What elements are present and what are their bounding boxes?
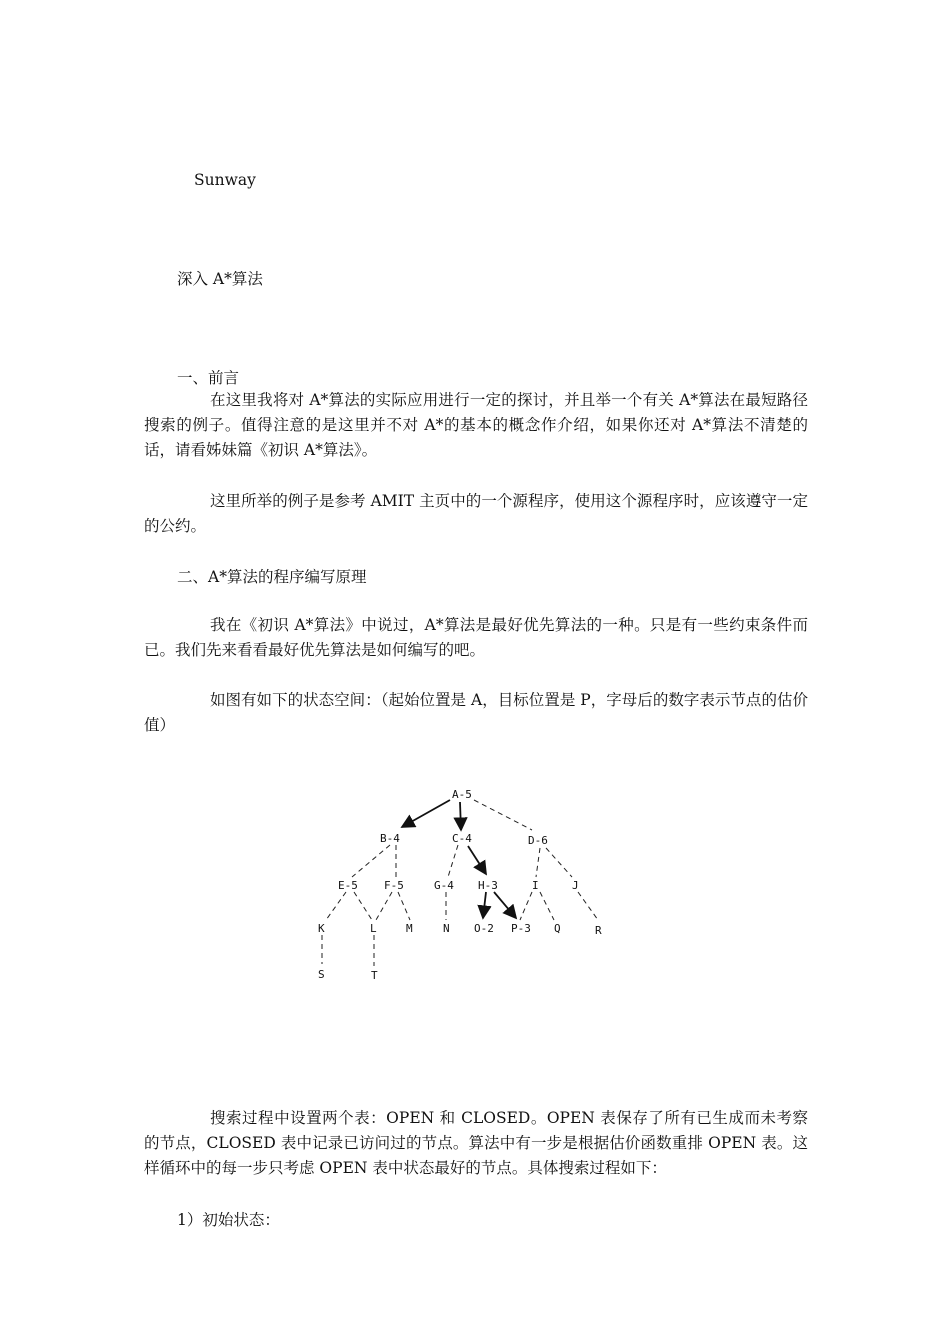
node-r: R (595, 924, 602, 937)
node-n: N (443, 922, 450, 935)
node-d: D-6 (528, 834, 548, 847)
node-c: C-4 (452, 832, 472, 845)
edge-f-l (376, 892, 392, 920)
author-name: Sunway (194, 171, 256, 189)
edge-a-d (474, 800, 532, 830)
paragraph-principle-1: 我在《初识 A*算法》中说过，A*算法是最好优先算法的一种。只是有一些约束条件而已。我们先来看看最好优先算法是如何编写的吧。 (144, 616, 808, 659)
node-f: F-5 (384, 879, 404, 892)
document-title: 深入 A*算法 (177, 270, 263, 288)
paragraph-preface-1: 在这里我将对 A*算法的实际应用进行一定的探讨，并且举一个有关 A*算法在最短路径搜索的例子。值得注意的是这里并不对 A*的基本的概念作介绍，如果你还对 A*算法不清楚的话，请看姊妹篇《初识 A*算法》。 (144, 391, 808, 459)
node-a: A-5 (452, 788, 472, 801)
node-k: K (318, 922, 325, 935)
node-l: L (370, 922, 377, 935)
edge-h-p (494, 892, 516, 918)
paragraph-preface-2: 这里所举的例子是参考 AMIT 主页中的一个源程序，使用这个源程序时，应该遵守一定的公约。 (144, 492, 808, 535)
edge-d-i (536, 848, 540, 877)
edge-a-b (402, 800, 450, 827)
node-b: B-4 (380, 832, 400, 845)
edge-h-o (483, 892, 486, 918)
edge-e-k (326, 892, 346, 920)
step-initial-state: 1）初始状态： (177, 1211, 280, 1229)
paragraph-open-closed: 搜索过程中设置两个表：OPEN 和 CLOSED。OPEN 表保存了所有已生成而未考察的节点，CLOSED 表中记录已访问过的节点。算法中有一步是根据估价函数重排 OPEN 表。这样循环中的每一步只考虑 OPEN 表中状态最好的节点。具体搜索过程如下： (144, 1109, 808, 1177)
node-j: J (572, 879, 579, 892)
edge-b-e (352, 845, 390, 877)
edge-c-g (448, 845, 458, 877)
section-heading-preface: 一、前言 (177, 369, 240, 387)
node-q: Q (554, 922, 561, 935)
node-m: M (406, 922, 413, 935)
node-g: G-4 (434, 879, 454, 892)
section-heading-principle: 二、A*算法的程序编写原理 (177, 568, 367, 586)
edge-i-q (540, 892, 554, 920)
node-o: O-2 (474, 922, 494, 935)
edge-a-c (460, 802, 461, 830)
edge-i-p (520, 892, 532, 920)
edge-f-m (398, 892, 410, 920)
paragraph-principle-2: 如图有如下的状态空间：（起始位置是 A，目标位置是 P，字母后的数字表示节点的估价值） (144, 691, 808, 734)
state-space-tree-diagram (300, 780, 620, 990)
edge-e-l (354, 892, 372, 920)
node-e: E-5 (338, 879, 358, 892)
node-h: H-3 (478, 879, 498, 892)
edge-c-h (468, 846, 486, 874)
edge-j-r (578, 892, 598, 920)
node-t: T (371, 969, 378, 982)
node-p: P-3 (511, 922, 531, 935)
edge-d-j (546, 848, 572, 877)
node-s: S (318, 968, 325, 981)
node-i: I (532, 879, 539, 892)
